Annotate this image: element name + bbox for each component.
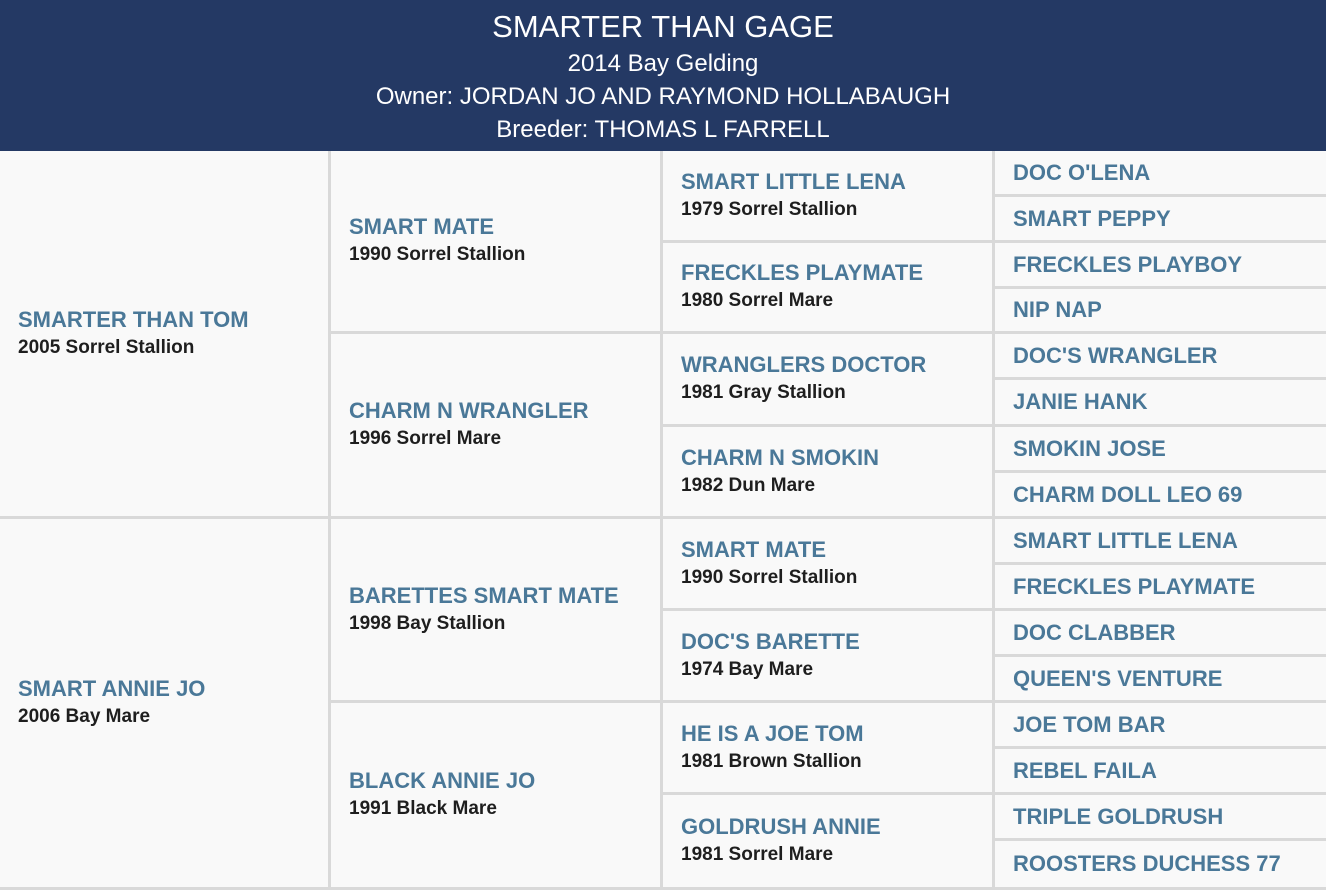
gen3-name[interactable]: DOC'S BARETTE [681,628,860,654]
dam-sire-desc: 1998 Bay Stallion [349,612,506,634]
gen4-name[interactable]: FRECKLES PLAYMATE [1013,573,1256,599]
gen4-name[interactable]: JANIE HANK [1013,389,1148,414]
gen3-cell [663,795,995,890]
gen4-name[interactable]: ROOSTERS DUCHESS 77 [1013,851,1281,876]
owner-line: Owner: JORDAN JO AND RAYMOND HOLLABAUGH [375,83,951,110]
horse-description: 2014 Bay Gelding [567,50,759,77]
gen3-desc: 1990 Sorrel Stallion [681,566,858,588]
dam-sire-cell [331,519,663,703]
dam-dam-cell [331,703,663,890]
sire-sire-cell [331,151,663,334]
gen3-name[interactable]: FRECKLES PLAYMATE [681,260,924,285]
gen4-name[interactable]: TRIPLE GOLDRUSH [1013,803,1224,829]
gen3-name[interactable]: SMART LITTLE LENA [681,168,906,194]
sire-sire-name[interactable]: SMART MATE [349,214,495,239]
dam-dam-name[interactable]: BLACK ANNIE JO [349,768,536,793]
gen3-cell [663,243,995,334]
gen4-cell [995,380,1326,427]
gen4-cell [995,289,1326,334]
sire-dam-name[interactable]: CHARM N WRANGLER [349,398,589,423]
gen3-cell [663,519,995,611]
gen4-cell [995,657,1326,703]
gen4-cell [995,197,1326,243]
gen3-desc: 1979 Sorrel Stallion [681,198,858,220]
gen3-cell [663,703,995,795]
gen3-name[interactable]: CHARM N SMOKIN [681,444,879,470]
pedigree-header [0,0,1326,151]
gen3-name[interactable]: WRANGLERS DOCTOR [681,352,927,377]
sire-cell [0,151,331,519]
gen4-name[interactable]: SMART PEPPY [1013,205,1171,231]
gen4-cell [995,243,1326,289]
gen3-desc: 1982 Dun Mare [681,474,816,496]
gen4-name[interactable]: NIP NAP [1013,297,1102,322]
breeder-line: Breeder: THOMAS L FARRELL [496,116,830,143]
gen4-cell [995,565,1326,611]
dam-dam-desc: 1991 Black Mare [349,798,497,819]
dam-cell [0,519,331,890]
gen4-cell [995,334,1326,380]
gen4-name[interactable]: DOC CLABBER [1013,619,1176,645]
gen4-cell [995,519,1326,565]
gen4-cell [995,841,1326,890]
gen4-cell [995,749,1326,795]
horse-name: SMARTER THAN GAGE [492,9,834,44]
dam-sire-name[interactable]: BARETTES SMART MATE [349,582,619,608]
sire-name[interactable]: SMARTER THAN TOM [18,306,249,332]
sire-sire-desc: 1990 Sorrel Stallion [349,244,526,265]
gen4-name[interactable]: SMART LITTLE LENA [1013,527,1238,553]
gen3-name[interactable]: HE IS A JOE TOM [681,720,864,746]
gen4-cell [995,611,1326,657]
gen3-desc: 1980 Sorrel Mare [681,290,834,311]
gen3-cell [663,151,995,243]
gen3-cell [663,611,995,703]
gen4-name[interactable]: FRECKLES PLAYBOY [1013,251,1243,277]
gen4-name[interactable]: QUEEN'S VENTURE [1013,665,1223,691]
gen3-desc: 1974 Bay Mare [681,658,814,680]
gen3-name[interactable]: GOLDRUSH ANNIE [681,814,881,839]
gen4-name[interactable]: DOC O'LENA [1013,159,1151,185]
sire-desc: 2005 Sorrel Stallion [18,336,195,358]
gen4-name[interactable]: CHARM DOLL LEO 69 [1013,481,1243,507]
gen4-cell [995,151,1326,197]
gen4-cell [995,427,1326,473]
gen4-name[interactable]: SMOKIN JOSE [1013,435,1166,461]
gen3-desc: 1981 Brown Stallion [681,750,862,772]
gen4-cell [995,795,1326,841]
gen4-cell [995,473,1326,519]
sire-dam-cell [331,334,663,519]
gen3-desc: 1981 Sorrel Mare [681,844,834,865]
sire-dam-desc: 1996 Sorrel Mare [349,428,502,449]
gen3-cell [663,427,995,519]
gen4-name[interactable]: DOC'S WRANGLER [1013,342,1218,368]
gen3-name[interactable]: SMART MATE [681,536,827,562]
dam-name[interactable]: SMART ANNIE JO [18,676,206,701]
gen3-desc: 1981 Gray Stallion [681,382,846,403]
gen4-cell [995,703,1326,749]
gen3-cell [663,334,995,427]
dam-desc: 2006 Bay Mare [18,706,151,727]
gen4-name[interactable]: JOE TOM BAR [1013,711,1166,737]
gen4-name[interactable]: REBEL FAILA [1013,757,1157,783]
